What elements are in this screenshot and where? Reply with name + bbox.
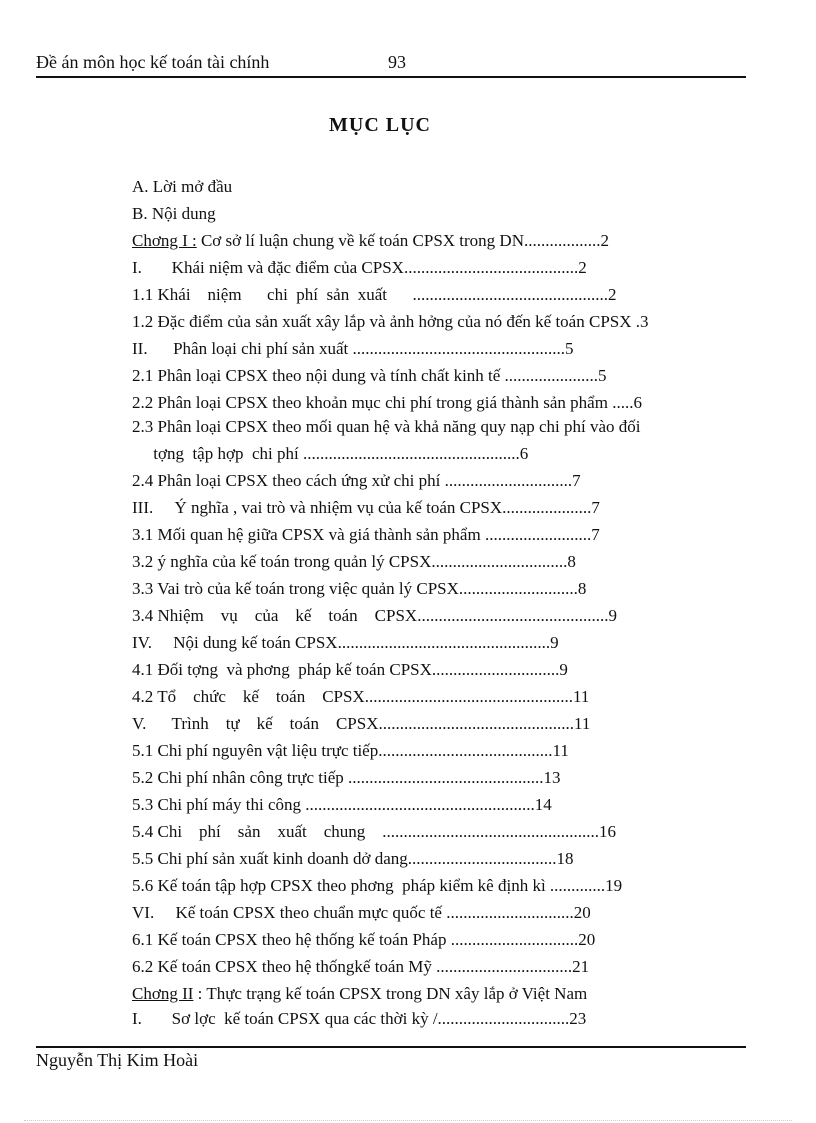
toc-entry: 2.1 Phân loại CPSX theo nội dung và tính chất kinh tế ......................5 (132, 366, 607, 385)
toc-entry-chapter-1 (132, 230, 609, 252)
toc-entry-content: B. Nội dung (132, 204, 216, 223)
header-title: Đề án môn học kế toán tài chính (36, 52, 270, 72)
chapter-1-title: Cơ sở lí luận chung về kế toán CPSX trong DN..................2 (196, 231, 609, 250)
header-rule (36, 76, 746, 78)
chapter-2-title: : Thực trạng kế toán CPSX trong DN xây lắp ở Việt Nam (193, 984, 588, 1003)
toc-entry: tợng tập hợp chi phí ...................................................6 (132, 444, 529, 463)
toc-entry: II. Phân loại chi phí sản xuất ..................................................5 (132, 339, 574, 358)
toc-entry: 5.6 Kế toán tập hợp CPSX theo phơng pháp kiểm kê định kì .............19 (132, 876, 623, 895)
toc-entry: III. Ý nghĩa , vai trò và nhiệm vụ của kế toán CPSX.....................7 (132, 498, 600, 517)
footer-rule (36, 1046, 746, 1048)
toc-entry: VI. Kế toán CPSX theo chuẩn mực quốc tế ..............................20 (132, 903, 591, 922)
toc-entry-chapter-2 (132, 983, 587, 1005)
toc-entry: 3.3 Vai trò của kế toán trong việc quản lý CPSX............................8 (132, 579, 587, 598)
toc-entry: I. Sơ lợc kế toán CPSX qua các thời kỳ /...............................23 (132, 1009, 587, 1028)
toc-entry: 2.4 Phân loại CPSX theo cách ứng xử chi phí ..............................7 (132, 471, 581, 490)
toc-entry-intro: A. Lời mở đầu (132, 177, 233, 196)
header-page-number: 93 (388, 52, 406, 72)
footer-author: Nguyễn Thị Kim Hoài (36, 1050, 199, 1070)
toc-entry: 6.2 Kế toán CPSX theo hệ thốngkế toán Mỹ ................................21 (132, 957, 590, 976)
toc-entry: 3.2 ý nghĩa của kế toán trong quản lý CPSX................................8 (132, 552, 576, 571)
toc-entry: 5.5 Chi phí sản xuất kinh doanh dở dang...................................18 (132, 849, 574, 868)
toc-entry: 4.2 Tổ chức kế toán CPSX.................................................11 (132, 687, 590, 706)
toc-entry: 5.1 Chi phí nguyên vật liệu trực tiếp.........................................11 (132, 741, 569, 760)
toc-entry: 1.1 Khái niệm chi phí sản xuất ..............................................2 (132, 285, 617, 304)
chapter-2-label: Chơng II (132, 984, 194, 1003)
toc-entry: 2.2 Phân loại CPSX theo khoản mục chi phí trong giá thành sản phẩm .....6 (132, 393, 642, 412)
toc-entry: I. Khái niệm và đặc điểm của CPSX.........................................2 (132, 258, 587, 277)
toc-entry: 5.2 Chi phí nhân công trực tiếp ..............................................13 (132, 768, 561, 787)
toc-heading: MỤC LỤC (329, 114, 431, 136)
toc-entry: V. Trình tự kế toán CPSX..............................................11 (132, 714, 591, 733)
toc-entry: IV. Nội dung kế toán CPSX..................................................9 (132, 633, 559, 652)
chapter-1-label: Chơng I : (132, 231, 197, 250)
toc-entry: 2.3 Phân loại CPSX theo mối quan hệ và khả năng quy nạp chi phí vào đối (132, 417, 641, 436)
toc-entry: 4.1 Đối tợng và phơng pháp kế toán CPSX..............................9 (132, 660, 568, 679)
toc-entry: 3.1 Mối quan hệ giữa CPSX và giá thành sản phẩm .........................7 (132, 525, 600, 544)
toc-entry: 5.3 Chi phí máy thi công ......................................................14 (132, 795, 552, 814)
toc-entry: 1.2 Đặc điểm của sản xuất xây lắp và ảnh hởng của nó đến kế toán CPSX .3 (132, 312, 649, 331)
toc-entry: 5.4 Chi phí sản xuất chung ...................................................16 (132, 822, 617, 841)
toc-entry: 3.4 Nhiệm vụ của kế toán CPSX.............................................9 (132, 606, 617, 625)
toc-entry: 6.1 Kế toán CPSX theo hệ thống kế toán Pháp ..............................20 (132, 930, 596, 949)
page-edge (24, 1120, 792, 1121)
